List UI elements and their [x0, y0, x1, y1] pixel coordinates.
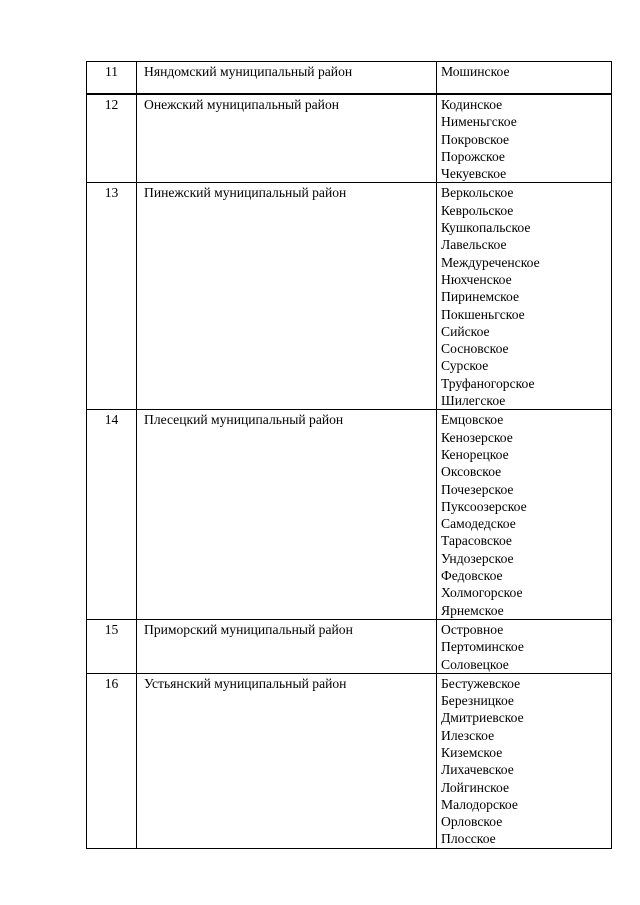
table-row [87, 673, 612, 848]
settlement-name: Пиринемское [441, 289, 520, 305]
settlement-name: Ундозерское [441, 550, 514, 566]
settlement-name: Соловецкое [441, 656, 509, 672]
settlement-name: Междуреченское [441, 254, 540, 270]
settlement-name: Порожское [441, 148, 505, 164]
settlement-name: Оксовское [441, 464, 502, 480]
row-number: 14 [87, 410, 137, 620]
settlement-list [437, 410, 612, 620]
settlement-name: Лихачевское [441, 762, 514, 778]
settlement-name: Дмитриевское [441, 710, 524, 726]
settlement-name: Малодорское [441, 796, 518, 812]
settlement-name: Шилегское [441, 393, 506, 409]
table-row [87, 94, 612, 183]
settlement-name: Кушкопальское [441, 220, 531, 236]
settlement-name: Нюхченское [441, 271, 512, 287]
settlement-name: Холмогорское [441, 585, 523, 601]
municipal-districts-table [86, 61, 612, 849]
settlement-name: Пертоминское [441, 639, 524, 655]
settlement-name: Кодинское [441, 97, 503, 112]
settlement-name: Емцовское [441, 412, 504, 428]
settlement-name: Чекуевское [441, 166, 507, 182]
settlement-name: Кеврольское [441, 202, 514, 218]
settlement-name: Плосское [441, 831, 496, 847]
district-name: Приморский муниципальный район [137, 619, 437, 673]
table-body [87, 62, 612, 849]
table-row [87, 619, 612, 673]
settlement-name: Сурское [441, 358, 489, 374]
settlement-name: Пуксоозерское [441, 498, 527, 514]
settlement-name: Бестужевское [441, 675, 521, 691]
settlement-name: Сийское [441, 323, 490, 339]
table-row [87, 62, 612, 95]
settlement-name: Мошинское [441, 64, 510, 79]
settlement-name: Почезерское [441, 481, 514, 497]
settlement-name: Самодедское [441, 516, 516, 532]
settlement-name: Труфаногорское [441, 375, 535, 391]
table-row [87, 183, 612, 410]
row-number: 15 [87, 619, 137, 673]
settlement-name: Кенозерское [441, 429, 513, 445]
row-number: 13 [87, 183, 137, 410]
settlement-name: Федовское [441, 568, 503, 584]
district-name: Онежский муниципальный район [137, 94, 437, 183]
settlement-name: Кенорецкое [441, 446, 509, 462]
settlement-name: Киземское [441, 744, 503, 760]
district-name: Плесецкий муниципальный район [137, 410, 437, 620]
settlement-name: Ярнемское [441, 602, 504, 618]
settlement-name: Тарасовское [441, 533, 512, 549]
settlement-list [437, 62, 612, 95]
table-row [87, 410, 612, 620]
row-number: 12 [87, 94, 137, 183]
settlement-name: Орловское [441, 814, 503, 830]
settlement-name: Покшеньгское [441, 306, 525, 322]
settlement-name: Нименьгское [441, 114, 517, 130]
district-name: Устьянский муниципальный район [137, 673, 437, 848]
row-number: 11 [87, 62, 137, 95]
settlement-name: Лойгинское [441, 779, 510, 795]
settlement-name: Илезское [441, 727, 495, 743]
settlement-list [437, 94, 612, 183]
district-name: Пинежский муниципальный район [137, 183, 437, 410]
settlement-name: Островное [441, 621, 504, 637]
district-name: Няндомский муниципальный район [137, 62, 437, 95]
settlement-list [437, 183, 612, 410]
settlement-name: Покровское [441, 131, 510, 147]
settlement-name: Сосновское [441, 341, 509, 357]
row-number: 16 [87, 673, 137, 848]
settlement-name: Лавельское [441, 237, 507, 253]
settlement-name: Веркольское [441, 185, 514, 201]
settlement-list [437, 673, 612, 848]
settlement-name: Березницкое [441, 693, 514, 709]
settlement-list [437, 619, 612, 673]
